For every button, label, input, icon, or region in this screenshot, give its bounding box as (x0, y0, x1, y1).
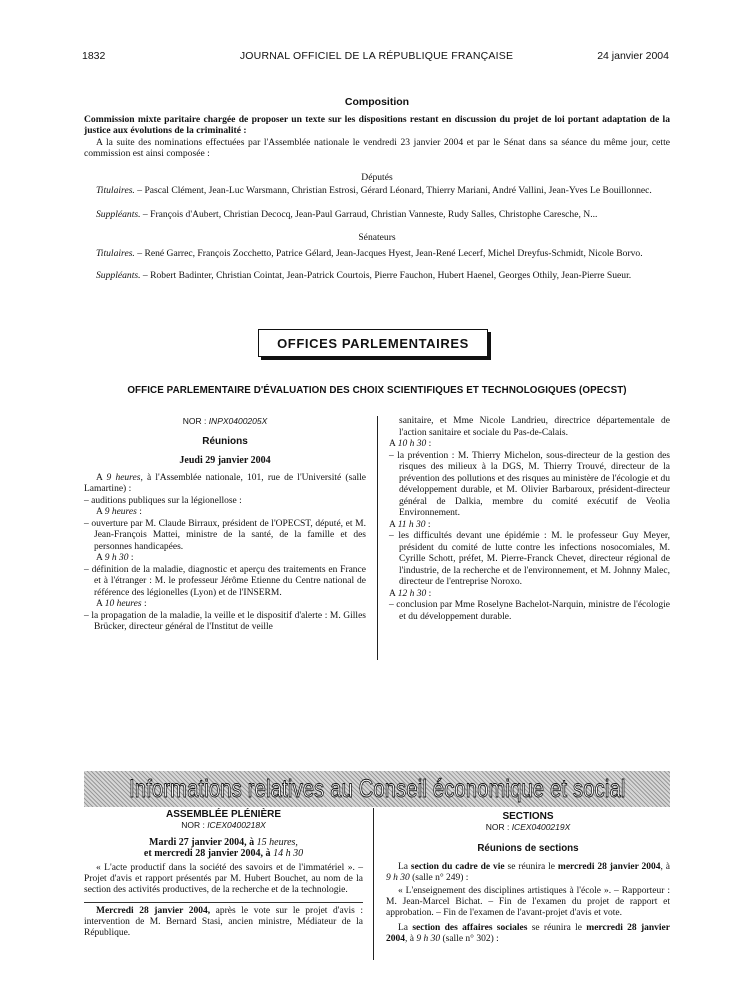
prefix: A (96, 599, 105, 609)
session-time: 9 heures (106, 472, 141, 483)
titulaires-names: – René Garrec, François Zocchetto, Patrice Gélard, Jean-Jacques Hyest, Jean-René Lecerf, Michel Dreyfus-Schmidt, Nicole Borvo. (134, 248, 643, 259)
date-bold: Mercredi 28 janvier 2004, (96, 906, 211, 916)
composition-heading: Composition (344, 96, 410, 108)
suppleants-names: – François d'Aubert, Christian Decocq, Jean-Paul Garraud, Christian Vanneste, Rudy Salles, Christophe Caresche, N... (140, 209, 598, 220)
date-bold: Mardi 27 janvier 2004, à (149, 837, 257, 848)
ces-banner (84, 771, 670, 807)
agenda-paragraph: « L'acte productif dans la société des savoirs et de l'immatériel ». – Projet d'avis et rapport présentés par M. Hubert Bouchet, au nom de la section des activités productives, de la recherche et de la technologie. (84, 863, 363, 895)
time-value: 12 h 30 (397, 588, 427, 599)
separator-line (84, 902, 363, 903)
titulaires-label: Titulaires. (96, 185, 135, 196)
text: , à (660, 862, 671, 872)
meeting-time: 9 h 30 (386, 873, 410, 883)
section-meeting (386, 862, 670, 884)
nor-code: ICEX0400218X (207, 820, 266, 830)
time-value: 10 heures (104, 599, 142, 609)
senateurs-titulaires (84, 248, 670, 259)
opecst-left-column (84, 416, 366, 634)
agenda-item: – auditions publiques sur la légionellose : (84, 495, 242, 506)
ces-banner-title: Informations relatives au Conseil économique et social (128, 774, 626, 803)
assemblee-pleniere-heading: ASSEMBLÉE PLÉNIÈRE (165, 809, 282, 820)
journal-title: JOURNAL OFFICIEL DE LA RÉPUBLIQUE FRANÇAISE (239, 50, 514, 62)
agenda-item: – la prévention : M. Thierry Michelon, sous-directeur de la gestion des risques des milieux à la DGS, M. Thierry Trouvé, directeur de la prévention des pollutions et des risques au ministère de l'écologie et du développement durable, et M. Olivier Barbaroux, président-directeur général de Dalkia, membre du comité exécutif de Veolia Environnement. (389, 450, 670, 518)
nor-line (386, 822, 670, 833)
agenda-item: – conclusion par Mme Roselyne Bachelot-Narquin, ministre de l'écologie et du développement durable. (389, 600, 670, 622)
column-divider (373, 808, 374, 960)
deputes-titulaires (84, 185, 670, 196)
prefix: A (96, 553, 105, 563)
opecst-right-column (389, 416, 670, 623)
composition-intro: A la suite des nominations effectuées par l'Assemblée nationale le vendredi 23 janvier 2004 et par le Sénat dans sa séance du même jour, cette commission est ainsi composée : (84, 137, 670, 159)
agenda-item: – la propagation de la maladie, la veille et le dispositif d'alerte : M. Gilles Brücker, directeur général de l'Institut de veille (84, 610, 366, 632)
assemblee-pleniere-column (84, 809, 363, 939)
session-date (84, 848, 363, 859)
section-name: section des affaires sociales (412, 923, 528, 933)
time-value: 11 h 30 (397, 519, 426, 530)
time-value: 9 heures (104, 507, 137, 517)
agenda-paragraph: « L'enseignement des disciplines artistiques à l'école ». – Rapporteur : M. Jean-Marcel Bichat. – Fin de l'examen du projet de rapport et approbation. – Fin de l'examen de l'avant-projet d'avis et vote. (386, 886, 670, 918)
prefix: A (389, 588, 398, 599)
sections-heading: SECTIONS (502, 811, 554, 822)
agenda-time: A 9 heures : (96, 507, 142, 517)
deputes-heading: Députés (361, 172, 393, 183)
prefix: A (96, 507, 105, 517)
date-bold: et mercredi 28 janvier 2004, à (143, 848, 274, 859)
text: , à (405, 934, 417, 944)
agenda-time: A 10 h 30 : (389, 439, 432, 449)
agenda-time: A 12 h 30 : (389, 588, 432, 599)
page-number: 1832 (82, 50, 106, 62)
senateurs-heading: Sénateurs (358, 232, 396, 243)
meeting-date: mercredi 28 janvier 2004 (386, 923, 670, 944)
prefix: A (389, 519, 398, 530)
opecst-title: OFFICE PARLEMENTAIRE D'ÉVALUATION DES CHOIX SCIENTIFIQUES ET TECHNOLOGIQUES (OPECST) (127, 385, 627, 396)
nor-code: INPX0400205X (208, 416, 268, 426)
reunions-sections-heading: Réunions de sections (477, 843, 579, 854)
text: se réunira le (504, 862, 558, 872)
sections-column (386, 809, 670, 945)
meeting-date: mercredi 28 janvier 2004 (557, 862, 661, 872)
paragraph-text: après le vote sur le projet d'avis : intervention de M. Bernard Stasi, ancien ministre, Médiateur de la République. (84, 906, 363, 938)
date-heading: Jeudi 29 janvier 2004 (179, 455, 271, 466)
time-value: 9 h 30 (104, 553, 129, 563)
section-meeting (386, 923, 670, 945)
suppleants-label: Suppléants. (96, 209, 141, 220)
agenda-item: – les difficultés devant une épidémie : M. le professeur Guy Meyer, président du comité de lutte contre les infections nosocomiales, M. Cyrille Schott, préfet, M. Pierre-Franck Chevet, directeur régional de l'industrie, de la recherche et de l'environnement, et M. Johnny Malec, directeur de l'entreprise Noroxo. (389, 531, 670, 587)
agenda-item-continued: sanitaire, et Mme Nicole Landrieu, directrice départementale de l'action sanitaire et sociale du Pas-de-Calais. (399, 416, 670, 438)
session-intro (84, 473, 366, 496)
text: La (398, 862, 411, 872)
senateurs-suppleants (84, 270, 670, 281)
text: se réunira le (527, 923, 587, 933)
nor-label: NOR : (181, 820, 208, 830)
suppleants-label: Suppléants. (96, 270, 141, 281)
agenda-time: A 9 h 30 : (96, 553, 134, 563)
offices-parlementaires-box (258, 329, 488, 357)
agenda-time: A 10 heures : (96, 599, 147, 609)
commission-title: Commission mixte paritaire chargée de proposer un texte sur les dispositions restant en discussion du projet de loi portant adaptation de la justice aux évolutions de la criminalité : (84, 114, 670, 136)
date-time: 14 h 30 (273, 848, 304, 859)
text: (salle n° 249) : (409, 873, 469, 883)
session-location: , à l'Assemblée nationale, 101, rue de l'Université (salle Lamartine) : (84, 472, 366, 494)
agenda-item: – définition de la maladie, diagnostic et aperçu des traitements en France et à l'étranger : M. le professeur Jérôme Etienne du Centre national de référence des légionelles (Lyon) et de l'INSERM. (84, 564, 366, 598)
nor-line (84, 820, 363, 831)
agenda-item: – ouverture par M. Claude Birraux, président de l'OPECST, député, et M. Jean-François Mattei, ministre de la santé, de la famille et des personnes handicapées. (84, 518, 366, 552)
meeting-time: 9 h 30 (416, 934, 441, 944)
column-divider (377, 416, 378, 660)
nor-label: NOR : (182, 416, 209, 426)
agenda-time: A 11 h 30 : (389, 519, 431, 530)
nor-line (84, 416, 366, 428)
titulaires-label: Titulaires. (96, 248, 135, 259)
text: La (398, 923, 413, 933)
time-value: 10 h 30 (397, 439, 427, 449)
session-date (84, 837, 363, 848)
titulaires-names: – Pascal Clément, Jean-Luc Warsmann, Christian Estrosi, Gérard Léonard, Thierry Mariani, André Vallini, Jean-Yves Le Bouillonnec. (134, 185, 652, 196)
deputes-suppleants (84, 209, 670, 220)
offices-box-label: OFFICES PARLEMENTAIRES (277, 335, 469, 351)
nor-label: NOR : (485, 822, 512, 832)
text: (salle n° 302) : (440, 934, 499, 944)
agenda-paragraph (84, 906, 363, 939)
section-name: section du cadre de vie (410, 862, 505, 872)
journal-date: 24 janvier 2004 (597, 50, 669, 62)
suppleants-names: – Robert Badinter, Christian Cointat, Jean-Patrick Courtois, Pierre Fauchon, Hubert Haenel, Georges Othily, Jean-Pierre Sueur. (140, 270, 632, 281)
date-time: 15 heures, (256, 837, 298, 848)
prefix: A (389, 439, 398, 449)
nor-code: ICEX0400219X (511, 822, 571, 832)
reunions-heading: Réunions (202, 435, 248, 447)
prefix: A (96, 472, 107, 483)
